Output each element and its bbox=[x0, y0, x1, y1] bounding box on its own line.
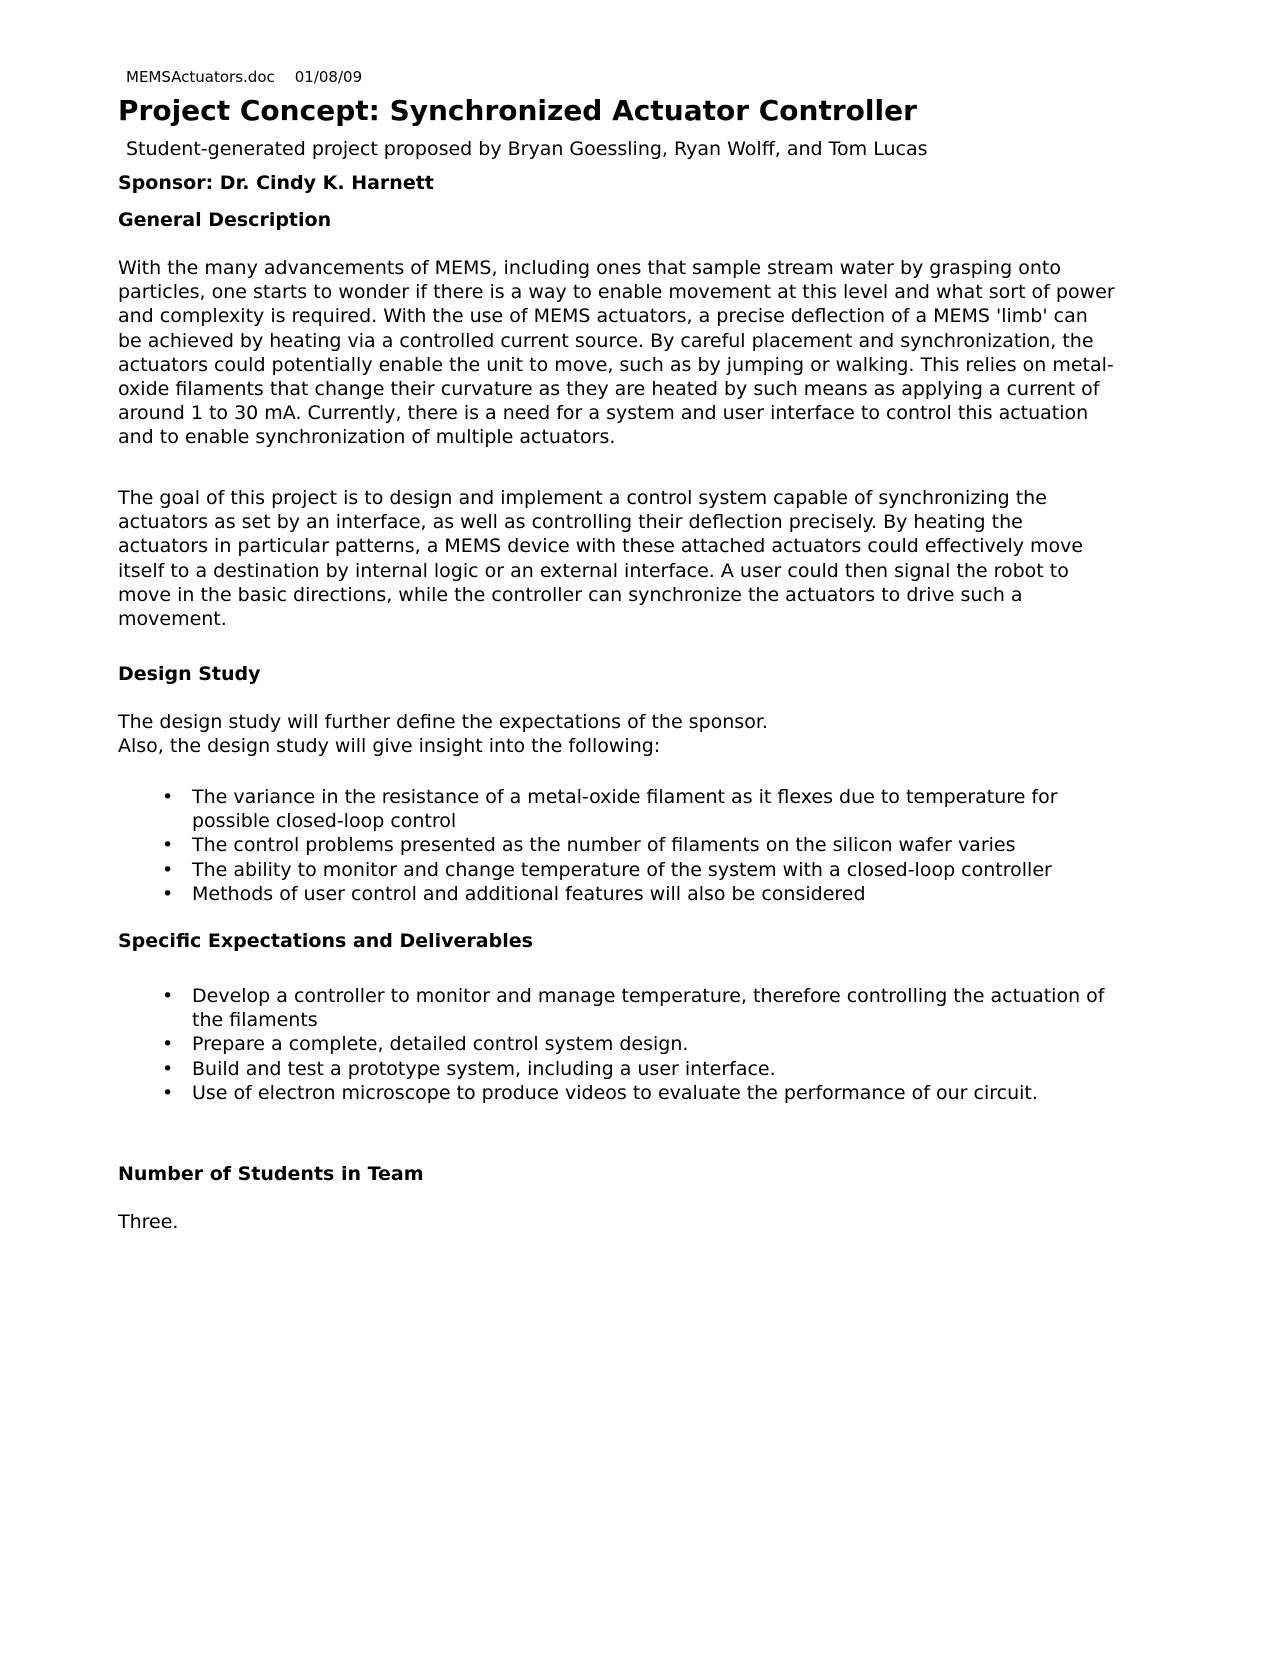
list-item bbox=[118, 882, 1218, 906]
document-header bbox=[126, 68, 362, 86]
design-study-intro bbox=[118, 710, 1218, 758]
bullet-icon: • bbox=[162, 882, 174, 905]
list-item-line: Develop a controller to monitor and manage temperature, therefore controlling the actuation of bbox=[192, 985, 1105, 1007]
general-description-paragraph-2 bbox=[118, 486, 1218, 631]
list-item-line: The control problems presented as the number of filaments on the silicon wafer varies bbox=[192, 834, 1016, 857]
bullet-icon: • bbox=[162, 985, 174, 1007]
bullet-icon: • bbox=[162, 1033, 174, 1056]
bullet-icon: • bbox=[162, 786, 174, 808]
heading-number-of-students: Number of Students in Team bbox=[118, 1163, 424, 1185]
list-item-line: the filaments bbox=[192, 1009, 318, 1032]
list-item-line: Methods of user control and additional features will also be considered bbox=[192, 882, 866, 905]
heading-design-study: Design Study bbox=[118, 663, 261, 685]
list-item bbox=[118, 785, 1218, 833]
paragraph-line: actuators as set by an interface, as well as controlling their deflection precisely. By heating the bbox=[118, 511, 1023, 534]
list-item-line: The ability to monitor and change temperature of the system with a closed-loop controller bbox=[192, 858, 1052, 881]
project-sponsor: Sponsor: Dr. Cindy K. Harnett bbox=[118, 172, 434, 194]
list-item bbox=[118, 1081, 1218, 1105]
paragraph-line: around 1 to 30 mA. Currently, there is a need for a system and user interface to control this actuation bbox=[118, 402, 1089, 425]
list-item bbox=[118, 1032, 1218, 1056]
heading-specific-expectations: Specific Expectations and Deliverables bbox=[118, 930, 533, 952]
paragraph-line: particles, one starts to wonder if there is a way to enable movement at this level and what sort of power bbox=[118, 281, 1115, 304]
list-item bbox=[118, 858, 1218, 882]
list-item-line: Use of electron microscope to produce videos to evaluate the performance of our circuit. bbox=[192, 1081, 1038, 1104]
list-item-line: Prepare a complete, detailed control system design. bbox=[192, 1033, 689, 1056]
paragraph-line: With the many advancements of MEMS, including ones that sample stream water by grasping onto bbox=[118, 257, 1061, 279]
paragraph-line: movement. bbox=[118, 608, 227, 631]
paragraph-line: and to enable synchronization of multiple actuators. bbox=[118, 426, 616, 449]
general-description-paragraph-1 bbox=[118, 256, 1218, 450]
team-size-value: Three. bbox=[118, 1211, 179, 1233]
deliverables-list bbox=[118, 984, 1218, 1105]
project-proposers: Student-generated project proposed by Bryan Goessling, Ryan Wolff, and Tom Lucas bbox=[126, 138, 928, 160]
bullet-icon: • bbox=[162, 1057, 174, 1080]
list-item bbox=[118, 833, 1218, 857]
paragraph-line: The goal of this project is to design and implement a control system capable of synchronizing the bbox=[118, 487, 1047, 509]
bullet-icon: • bbox=[162, 1081, 174, 1104]
paragraph-line: actuators could potentially enable the unit to move, such as by jumping or walking. This relies on metal- bbox=[118, 353, 1114, 376]
paragraph-line: and complexity is required. With the use of MEMS actuators, a precise deflection of a MEMS 'limb' can bbox=[118, 305, 1088, 328]
paragraph-line: itself to a destination by internal logic or an external interface. A user could then signal the robot to bbox=[118, 559, 1069, 582]
bullet-icon: • bbox=[162, 834, 174, 857]
page-title: Project Concept: Synchronized Actuator Controller bbox=[118, 94, 917, 127]
list-item-line: Build and test a prototype system, including a user interface. bbox=[192, 1057, 776, 1080]
header-date: 01/08/09 bbox=[294, 68, 363, 86]
header-filename: MEMSActuators.doc bbox=[126, 68, 275, 86]
list-item bbox=[118, 984, 1218, 1032]
list-item bbox=[118, 1057, 1218, 1081]
heading-general-description: General Description bbox=[118, 209, 332, 231]
paragraph-line: Also, the design study will give insight into the following: bbox=[118, 735, 661, 758]
list-item-line: possible closed-loop control bbox=[192, 810, 457, 833]
design-study-list bbox=[118, 785, 1218, 906]
paragraph-line: oxide filaments that change their curvature as they are heated by such means as applying a current of bbox=[118, 378, 1100, 401]
bullet-icon: • bbox=[162, 858, 174, 881]
paragraph-line: The design study will further define the expectations of the sponsor. bbox=[118, 711, 768, 733]
paragraph-line: move in the basic directions, while the controller can synchronize the actuators to drive such a bbox=[118, 583, 1023, 606]
list-item-line: The variance in the resistance of a metal-oxide filament as it flexes due to temperature for bbox=[192, 786, 1058, 808]
paragraph-line: actuators in particular patterns, a MEMS device with these attached actuators could effectively move bbox=[118, 535, 1084, 558]
paragraph-line: be achieved by heating via a controlled current source. By careful placement and synchronization, the bbox=[118, 329, 1094, 352]
